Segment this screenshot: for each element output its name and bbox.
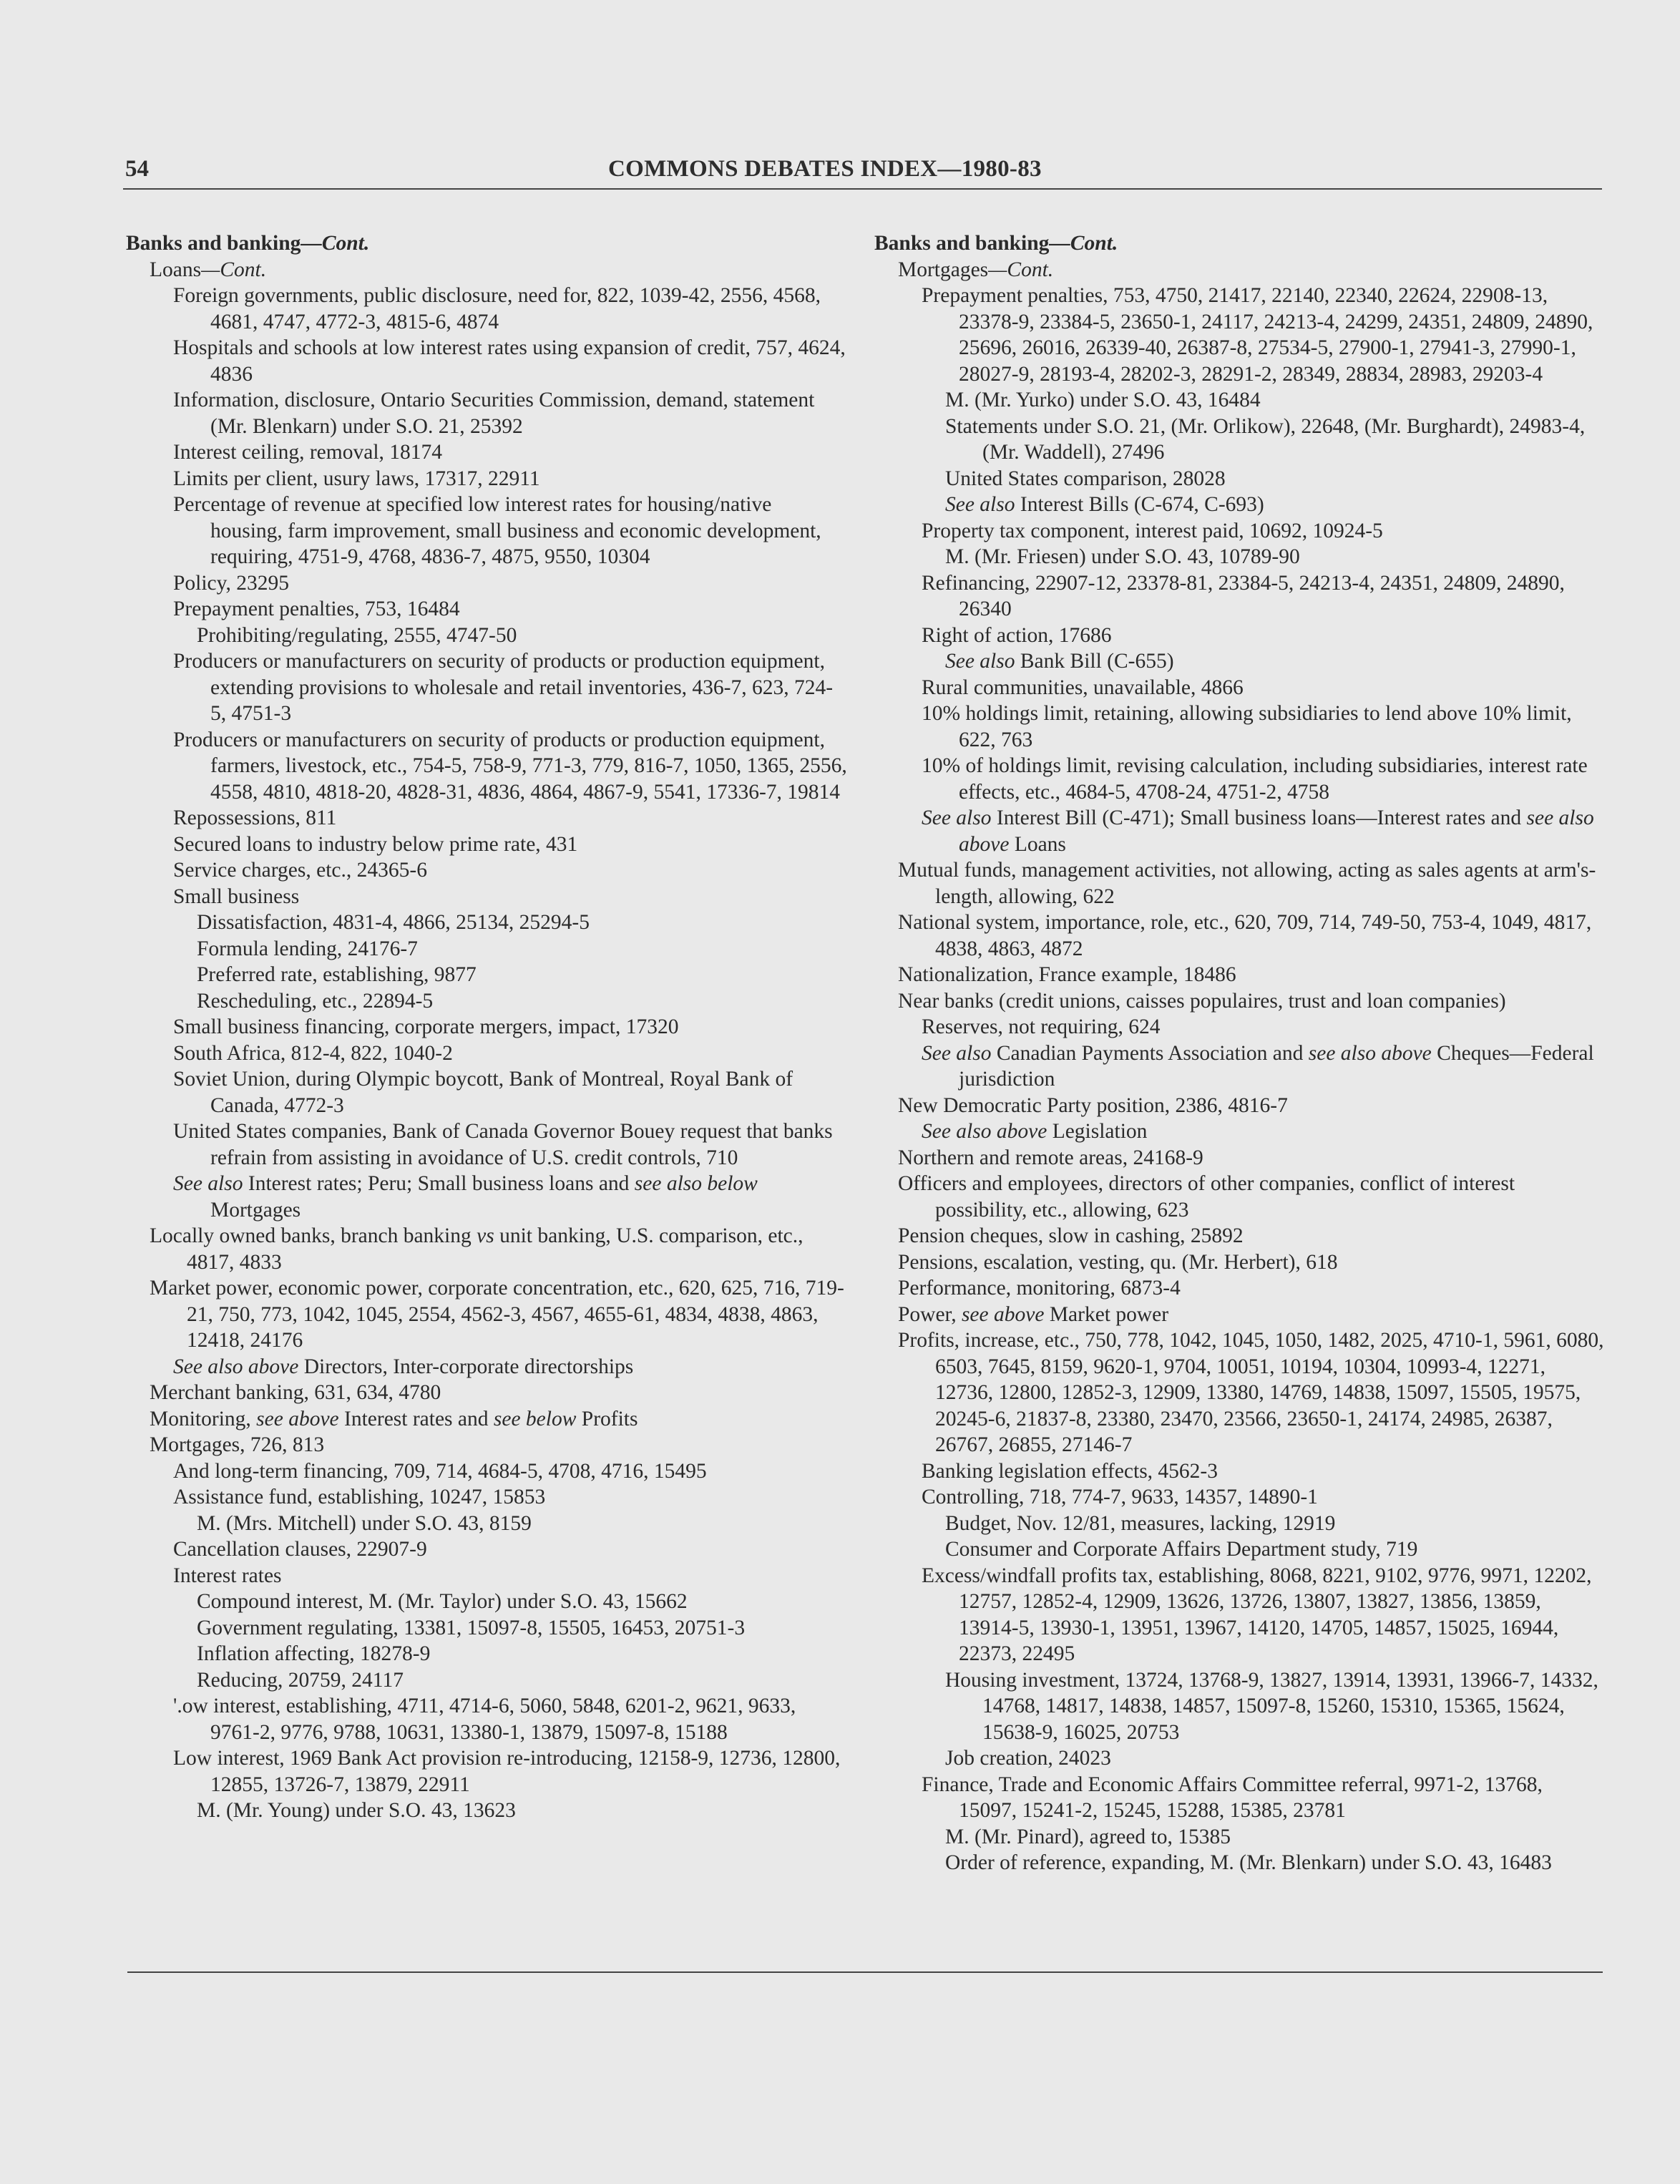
entry-text: Pensions, escalation, vesting, qu. (Mr. Herbert), 618 <box>898 1250 1338 1274</box>
entry-text: Locally owned banks, branch banking <box>150 1224 477 1247</box>
right-column <box>874 230 1606 1876</box>
entry-text: Producers or manufacturers on security of products or production equipment, farmers, livestock, etc., 754-5, 758-9, 771-3, 779, 816-7, 1050, 1365, 2556, 4558, 4810, 4818-20, 4828-31, 4836, 4864, 4867-9, 5541, 17336-7, 19814 <box>173 728 847 804</box>
index-entry <box>126 492 849 570</box>
index-entry <box>126 805 849 832</box>
entry-text: Limits per client, usury laws, 17317, 22911 <box>173 467 540 490</box>
index-entry <box>126 1171 849 1223</box>
entry-text: see above <box>961 1302 1045 1326</box>
entry-text: See also <box>922 806 992 829</box>
entry-text: Banks and banking <box>874 232 1050 255</box>
entry-text: And long-term financing, 709, 714, 4684-5, 4708, 4716, 15495 <box>173 1459 707 1483</box>
index-entry <box>126 1354 849 1380</box>
entry-text: see also below <box>634 1172 758 1195</box>
index-entry <box>874 1511 1606 1537</box>
index-entry <box>874 1745 1606 1772</box>
index-entry <box>126 1040 849 1067</box>
entry-text: Market power <box>1044 1302 1169 1326</box>
index-entry <box>126 387 849 439</box>
entry-text: vs <box>477 1224 494 1247</box>
index-entry <box>874 1772 1606 1824</box>
index-entry <box>874 1275 1606 1302</box>
entry-text: Legislation <box>1047 1120 1148 1143</box>
index-entry <box>874 1093 1606 1119</box>
entry-text: —Cont. <box>201 258 267 281</box>
index-entry <box>874 1563 1606 1667</box>
index-entry <box>126 1641 849 1667</box>
entry-text: Cancellation clauses, 22907-9 <box>173 1538 427 1561</box>
index-entry <box>874 675 1606 701</box>
index-entry <box>874 988 1606 1015</box>
index-entry <box>126 1667 849 1694</box>
entry-text: United States companies, Bank of Canada Governor Bouey request that banks refrain from assisting in avoidance of U.S. credit controls, 710 <box>173 1120 833 1169</box>
entry-text: Interest rates; Peru; Small business loans and <box>243 1172 635 1195</box>
index-entry <box>126 1275 849 1354</box>
index-entry <box>874 701 1606 753</box>
entry-text: Producers or manufacturers on security of products or production equipment, extending provisions to wholesale and retail inventories, 436-7, 623, 724-5, 4751-3 <box>173 650 834 725</box>
entry-text: Mortgages, 726, 813 <box>150 1433 325 1456</box>
entry-text: Budget, Nov. 12/81, measures, lacking, 12919 <box>945 1511 1336 1535</box>
entry-text: Nationalization, France example, 18486 <box>898 963 1236 986</box>
entry-text: Consumer and Corporate Affairs Department study, 719 <box>945 1538 1418 1561</box>
index-entry <box>874 570 1606 623</box>
index-entry <box>874 1014 1606 1040</box>
entry-text: Reserves, not requiring, 624 <box>922 1015 1161 1038</box>
index-entry <box>874 1536 1606 1563</box>
entry-text: Banking legislation effects, 4562-3 <box>922 1459 1219 1483</box>
entry-text: Dissatisfaction, 4831-4, 4866, 25134, 25294-5 <box>197 911 590 934</box>
entry-text: Service charges, etc., 24365-6 <box>173 859 427 882</box>
entry-text: Assistance fund, establishing, 10247, 15853 <box>173 1486 546 1508</box>
entry-text: Property tax component, interest paid, 10692, 10924-5 <box>922 519 1383 542</box>
entry-text: Performance, monitoring, 6873-4 <box>898 1277 1181 1300</box>
index-entry <box>874 283 1606 387</box>
index-entry <box>874 1850 1606 1876</box>
index-entry <box>874 805 1606 857</box>
index-entry <box>874 1171 1606 1223</box>
entry-text: Excess/windfall profits tax, establishing, 8068, 8221, 9102, 9776, 9971, 12202, 12757, 12852-4, 12909, 13626, 13726, 13807, 13827, 13856, 13859, 13914-5, 13930-1, 13951, 13967, 14120, 14705, 14857, 15025, 16944, 22373, 22495 <box>922 1564 1592 1665</box>
entry-text: See also <box>173 1172 243 1195</box>
running-title: COMMONS DEBATES INDEX—1980-83 <box>608 156 1042 182</box>
entry-text: United States comparison, 28028 <box>945 467 1226 490</box>
entry-text: Cheques—Federal jurisdiction <box>959 1041 1594 1091</box>
index-entry <box>874 518 1606 545</box>
index-entry <box>126 1118 849 1171</box>
entry-text: Small business financing, corporate mergers, impact, 17320 <box>173 1015 679 1038</box>
left-column <box>126 230 849 1824</box>
index-entry <box>126 596 849 623</box>
entry-text: Reducing, 20759, 24117 <box>197 1668 404 1692</box>
entry-text: see below <box>493 1407 577 1430</box>
page-number: 54 <box>125 156 149 182</box>
entry-text: Policy, 23295 <box>173 571 289 595</box>
index-entry <box>874 857 1606 910</box>
entry-text: Mortgages <box>898 258 989 281</box>
entry-text: Compound interest, M. (Mr. Taylor) under S.O. 43, 15662 <box>197 1590 688 1613</box>
entry-text: Information, disclosure, Ontario Securities Commission, demand, statement (Mr. Blenkarn) under S.O. 21, 25392 <box>173 389 815 438</box>
index-entry <box>874 492 1606 518</box>
index-entry <box>874 1223 1606 1249</box>
entry-text: Percentage of revenue at specified low interest rates for housing/native housing, farm improvement, small business and economic development, requiring, 4751-9, 4768, 4836-7, 4875, 9550, 10304 <box>173 493 821 568</box>
entry-text: Bank Bill (C-655) <box>1015 650 1174 673</box>
entry-text: Canadian Payments Association and <box>991 1041 1309 1065</box>
index-entry <box>126 1066 849 1118</box>
index-entry <box>126 1563 849 1589</box>
index-entry <box>874 1458 1606 1485</box>
entry-text: M. (Mr. Friesen) under S.O. 43, 10789-90 <box>945 545 1300 568</box>
entry-text: Prepayment penalties, 753, 4750, 21417, 22140, 22340, 22624, 22908-13, 23378-9, 23384-5, 23650-1, 24117, 24213-4, 24299, 24351, 24809, 24890, 25696, 26016, 26339-40, 26387-8, 27534-5, 27900-1, 27941-3, 27990-1, 28027-9, 28193-4, 28202-3, 28291-2, 28349, 28834, 28983, 29203-4 <box>922 284 1593 386</box>
entry-text: Mortgages <box>210 1198 301 1222</box>
entry-text: Hospitals and schools at low interest rates using expansion of credit, 757, 4624, 4836 <box>173 336 846 386</box>
entry-text: Controlling, 718, 774-7, 9633, 14357, 14890-1 <box>922 1486 1318 1508</box>
entry-text: Merchant banking, 631, 634, 4780 <box>150 1381 441 1404</box>
index-entry <box>126 832 849 858</box>
entry-text: unit banking, U.S. comparison, etc., 4817, 4833 <box>187 1224 804 1274</box>
entry-text: Job creation, 24023 <box>945 1747 1111 1770</box>
index-entry <box>126 1406 849 1433</box>
index-entry <box>874 387 1606 414</box>
index-entry <box>126 335 849 387</box>
index-entry <box>126 857 849 884</box>
index-entry <box>126 962 849 988</box>
entry-text: Loans <box>1009 832 1066 856</box>
entry-text: '.ow interest, establishing, 4711, 4714-6, 5060, 5848, 6201-2, 9621, 9633, 9761-2, 9776, 9788, 10631, 13380-1, 13879, 15097-8, 15188 <box>173 1695 796 1744</box>
entry-text: Directors, Inter-corporate directorships <box>298 1355 634 1378</box>
index-entry <box>874 1302 1606 1328</box>
index-entry <box>126 283 849 335</box>
index-entry <box>126 1511 849 1537</box>
index-entry <box>874 962 1606 988</box>
index-entry <box>126 466 849 492</box>
entry-text: Interest Bill (C-471); Small business loans—Interest rates and <box>991 806 1527 829</box>
entry-text: Government regulating, 13381, 15097-8, 15505, 16453, 20751-3 <box>197 1616 746 1639</box>
entry-text: M. (Mrs. Mitchell) under S.O. 43, 8159 <box>197 1511 532 1535</box>
entry-text: Rescheduling, etc., 22894-5 <box>197 989 434 1013</box>
entry-text: Market power, economic power, corporate concentration, etc., 620, 625, 716, 719-21, 750, 773, 1042, 1045, 2554, 4562-3, 4567, 4655-61, 4834, 4838, 4863, 12418, 24176 <box>150 1277 844 1352</box>
index-entry <box>874 1484 1606 1511</box>
index-entry <box>126 988 849 1015</box>
entry-text: see above <box>256 1407 339 1430</box>
index-entry <box>126 1798 849 1824</box>
index-entry <box>874 623 1606 649</box>
entry-text: Profits, increase, etc., 750, 778, 1042, 1045, 1050, 1482, 2025, 4710-1, 5961, 6080, 6503, 7645, 8159, 9620-1, 9704, 10051, 10194, 10304, 10993-4, 12271, 12736, 12800, 12852-3, 12909, 13380, 14769, 14838, 15097, 15505, 19575, 20245-6, 21837-8, 23380, 23470, 23566, 23650-1, 24174, 24985, 26387, 26767, 26855, 27146-7 <box>898 1329 1604 1456</box>
index-entry <box>874 414 1606 466</box>
index-entry <box>874 1118 1606 1145</box>
entry-text: Order of reference, expanding, M. (Mr. Blenkarn) under S.O. 43, 16483 <box>945 1851 1552 1874</box>
index-entry <box>126 1380 849 1406</box>
index-heading <box>874 230 1606 257</box>
entry-text: Inflation affecting, 18278-9 <box>197 1642 431 1665</box>
index-entry <box>126 884 849 910</box>
index-entry <box>126 439 849 466</box>
index-entry <box>126 1589 849 1615</box>
index-entry <box>126 1693 849 1745</box>
index-entry <box>874 648 1606 675</box>
entry-text: Preferred rate, establishing, 9877 <box>197 963 477 986</box>
entry-text: New Democratic Party position, 2386, 4816-7 <box>898 1093 1288 1117</box>
entry-text: Northern and remote areas, 24168-9 <box>898 1146 1203 1169</box>
index-entry <box>126 648 849 727</box>
index-entry <box>874 257 1606 283</box>
entry-text: Interest rates <box>173 1564 282 1587</box>
entry-text: see also above <box>1308 1041 1432 1065</box>
index-entry <box>874 1145 1606 1171</box>
entry-text: Prohibiting/regulating, 2555, 4747-50 <box>197 623 517 647</box>
entry-text: Pension cheques, slow in cashing, 25892 <box>898 1224 1244 1247</box>
entry-text: See also above <box>173 1355 299 1378</box>
entry-text: M. (Mr. Pinard), agreed to, 15385 <box>945 1825 1231 1848</box>
footer-rule <box>127 1971 1603 1973</box>
index-entry <box>874 910 1606 962</box>
entry-text: Foreign governments, public disclosure, need for, 822, 1039-42, 2556, 4568, 4681, 4747, 4772-3, 4815-6, 4874 <box>173 284 821 333</box>
index-entry <box>126 1484 849 1511</box>
index-heading <box>126 230 849 257</box>
entry-text: Officers and employees, directors of other companies, conflict of interest possibility, etc., allowing, 623 <box>898 1172 1515 1222</box>
entry-text: Right of action, 17686 <box>922 623 1112 647</box>
index-entry <box>126 1745 849 1798</box>
entry-text: See also <box>922 1041 992 1065</box>
entry-text: M. (Mr. Young) under S.O. 43, 13623 <box>197 1799 516 1822</box>
entry-text: Finance, Trade and Economic Affairs Committee referral, 9971-2, 13768, 15097, 15241-2, 15245, 15288, 15385, 23781 <box>922 1773 1543 1822</box>
entry-text: —Cont. <box>988 258 1054 281</box>
entry-text: Housing investment, 13724, 13768-9, 13827, 13914, 13931, 13966-7, 14332, 14768, 14817, 14838, 14857, 15097-8, 15260, 15310, 15365, 15624, 15638-9, 16025, 20753 <box>945 1668 1598 1744</box>
entry-text: Banks and banking <box>126 232 301 255</box>
entry-text: Interest rates and <box>338 1407 494 1430</box>
index-entry <box>874 544 1606 570</box>
index-entry <box>126 570 849 597</box>
entry-text: Interest ceiling, removal, 18174 <box>173 441 443 464</box>
index-entry <box>126 936 849 962</box>
entry-text: Near banks (credit unions, caisses populaires, trust and loan companies) <box>898 989 1506 1013</box>
entry-text: Secured loans to industry below prime rate, 431 <box>173 832 578 856</box>
entry-text: See also above <box>922 1120 1047 1143</box>
index-entry <box>126 727 849 806</box>
index-entry <box>126 1615 849 1642</box>
index-entry <box>126 1014 849 1040</box>
index-entry <box>874 466 1606 492</box>
entry-text: Repossessions, 811 <box>173 806 337 829</box>
entry-text: See also <box>945 650 1015 673</box>
index-entry <box>126 1536 849 1563</box>
index-entry <box>874 1249 1606 1276</box>
entry-text: —Cont. <box>1049 232 1118 255</box>
entry-text: Rural communities, unavailable, 4866 <box>922 676 1244 699</box>
entry-text: Interest Bills (C-674, C-693) <box>1015 493 1264 516</box>
index-entry <box>874 1040 1606 1093</box>
index-entry <box>874 753 1606 805</box>
entry-text: 10% holdings limit, retaining, allowing subsidiaries to lend above 10% limit, 622, 763 <box>922 702 1572 751</box>
entry-text: Small business <box>173 884 300 908</box>
index-entry <box>874 1327 1606 1458</box>
index-entry <box>126 257 849 283</box>
entry-text: Power, <box>898 1302 962 1326</box>
entry-text: 10% of holdings limit, revising calculation, including subsidiaries, interest rate effects, etc., 4684-5, 4708-24, 4751-2, 4758 <box>922 754 1588 804</box>
entry-text: Profits <box>576 1407 638 1430</box>
entry-text: Refinancing, 22907-12, 23378-81, 23384-5, 24213-4, 24351, 24809, 24890, 26340 <box>922 571 1565 620</box>
entry-text: Formula lending, 24176-7 <box>197 937 418 960</box>
index-entry <box>126 623 849 649</box>
entry-text: National system, importance, role, etc., 620, 709, 714, 749-50, 753-4, 1049, 4817, 4838, 4863, 4872 <box>898 911 1592 960</box>
index-entry <box>126 1458 849 1485</box>
entry-text: Low interest, 1969 Bank Act provision re-introducing, 12158-9, 12736, 12800, 12855, 13726-7, 13879, 22911 <box>173 1747 841 1796</box>
entry-text: see also above <box>959 806 1594 856</box>
header-rule <box>123 188 1602 190</box>
entry-text: —Cont. <box>301 232 370 255</box>
index-entry <box>126 1223 849 1275</box>
index-entry <box>126 910 849 936</box>
entry-text: See also <box>945 493 1015 516</box>
index-entry <box>874 1667 1606 1746</box>
index-entry <box>874 1824 1606 1851</box>
entry-text: Monitoring, <box>150 1407 257 1430</box>
entry-text: Loans <box>150 258 202 281</box>
entry-text: Soviet Union, during Olympic boycott, Bank of Montreal, Royal Bank of Canada, 4772-3 <box>173 1068 793 1117</box>
entry-text: Prepayment penalties, 753, 16484 <box>173 598 460 620</box>
entry-text: Mutual funds, management activities, not allowing, acting as sales agents at arm's-length, allowing, 622 <box>898 859 1596 908</box>
entry-text: South Africa, 812-4, 822, 1040-2 <box>173 1041 453 1065</box>
index-entry <box>126 1432 849 1458</box>
entry-text: Statements under S.O. 21, (Mr. Orlikow), 22648, (Mr. Burghardt), 24983-4, (Mr. Waddell), 27496 <box>945 414 1586 464</box>
entry-text: M. (Mr. Yurko) under S.O. 43, 16484 <box>945 389 1261 411</box>
